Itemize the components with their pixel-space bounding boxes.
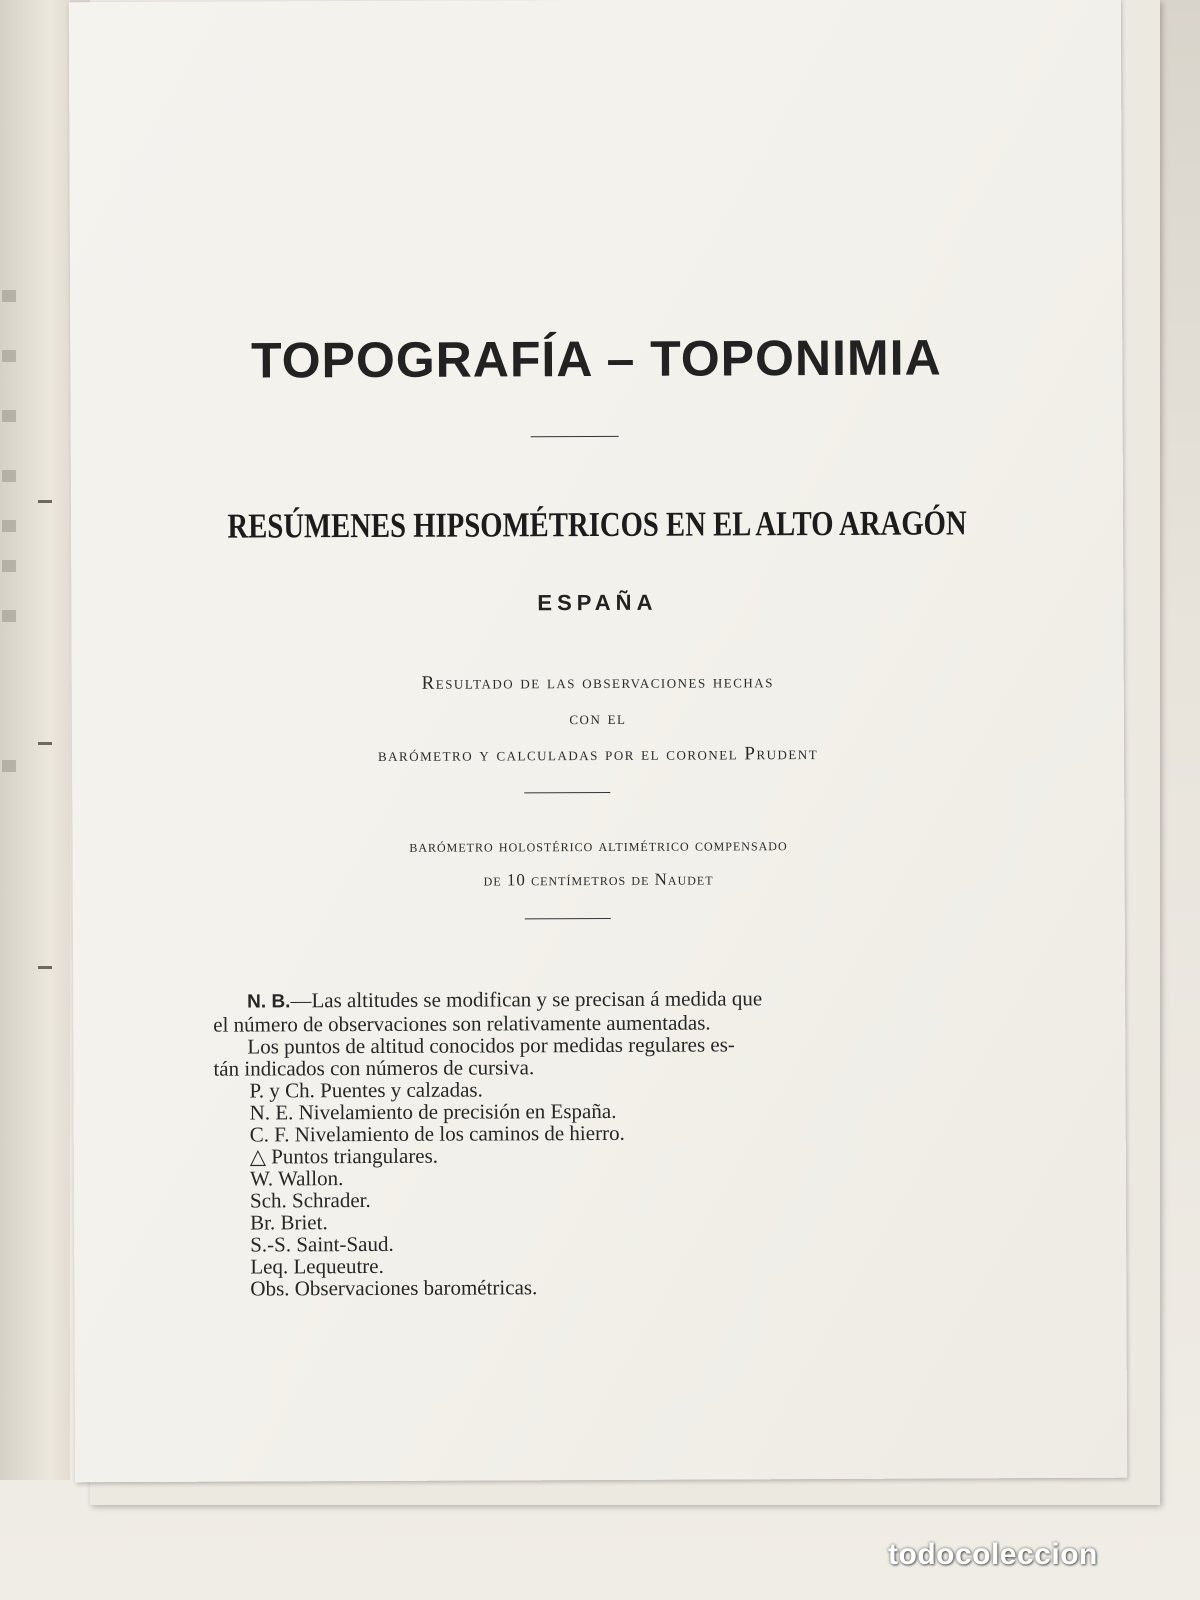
title-divider bbox=[531, 436, 619, 437]
watermark-logo: todocoleccion bbox=[888, 1538, 1098, 1571]
nb-line: tán indicados con números de cursiva. bbox=[213, 1055, 535, 1081]
prev-page-text-fragment bbox=[2, 520, 16, 532]
page-title: TOPOGRAFÍA – TOPONIMIA bbox=[250, 329, 942, 389]
instrument-line-1: barómetro holostérico altimétrico compensado bbox=[409, 835, 788, 856]
abbreviation-item: Sch. Schrader. bbox=[249, 1187, 371, 1213]
result-line-3: barómetro y calculadas por el coronel Prudent bbox=[377, 743, 819, 766]
instrument-line-2: de 10 centímetros de Naudet bbox=[483, 869, 714, 890]
result-line-1: Resultado de las observaciones hechas bbox=[421, 671, 774, 694]
abbreviation-item: W. Wallon. bbox=[249, 1166, 344, 1191]
binding-stitch bbox=[38, 500, 52, 503]
abbreviation-item: N. E. Nivelamiento de precisión en España. bbox=[249, 1098, 617, 1125]
result-line-2: con el bbox=[569, 707, 627, 730]
nb-line: el número de observaciones son relativamente aumentadas. bbox=[213, 1010, 711, 1037]
binding-stitch bbox=[38, 966, 52, 969]
binding-stitch bbox=[38, 742, 52, 745]
prev-page-text-fragment bbox=[2, 290, 16, 302]
nb-line: Los puntos de altitud conocidos por medidas regulares es- bbox=[247, 1032, 735, 1059]
section-divider bbox=[525, 918, 611, 919]
abbreviation-item: C. F. Nivelamiento de los caminos de hierro. bbox=[249, 1120, 625, 1147]
nb-line: —Las altitudes se modifican y se precisan á medida que bbox=[290, 986, 763, 1013]
country-heading: ESPAÑA bbox=[537, 589, 658, 616]
prev-page-text-fragment bbox=[2, 350, 16, 362]
nota-bene-block bbox=[213, 987, 894, 1300]
abbreviation-item: S.-S. Saint-Saud. bbox=[250, 1231, 394, 1257]
page-subtitle: RESÚMENES HIPSOMÉTRICOS EN EL ALTO ARAGÓN bbox=[227, 503, 967, 546]
prev-page-text-fragment bbox=[2, 470, 16, 482]
book-page bbox=[69, 0, 1127, 1482]
abbreviation-item: Br. Briet. bbox=[250, 1210, 328, 1235]
previous-page-edge bbox=[0, 0, 70, 1480]
abbreviation-item: Leq. Lequeutre. bbox=[250, 1253, 384, 1279]
abbreviation-item: Obs. Observaciones barométricas. bbox=[250, 1275, 538, 1301]
prev-page-text-fragment bbox=[2, 610, 16, 622]
prev-page-text-fragment bbox=[2, 760, 16, 772]
abbreviation-item: △ Puntos triangulares. bbox=[249, 1143, 439, 1169]
abbreviation-item: P. y Ch. Puentes y calzadas. bbox=[249, 1077, 483, 1103]
prev-page-text-fragment bbox=[2, 410, 16, 422]
nb-label: N. B. bbox=[247, 991, 291, 1013]
section-divider bbox=[524, 792, 610, 793]
prev-page-text-fragment bbox=[2, 560, 16, 572]
